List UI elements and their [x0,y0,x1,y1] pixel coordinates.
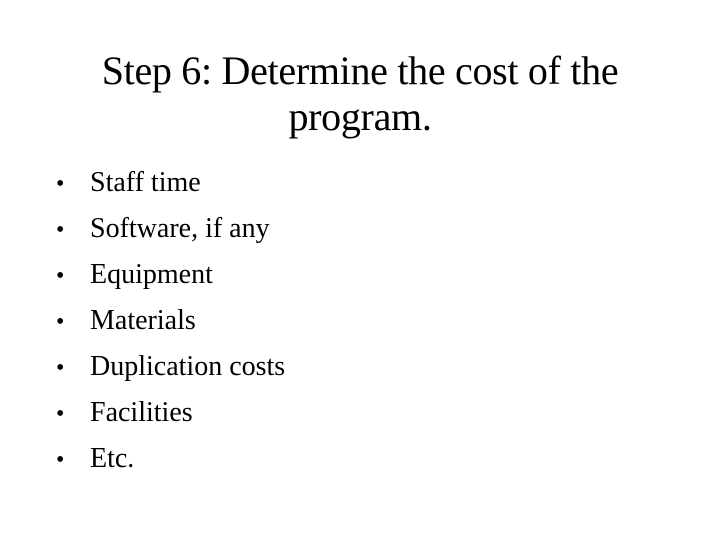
list-item [56,160,285,206]
bullet-icon: • [56,217,65,243]
list-item-text: Duplication costs [90,351,286,382]
bullet-icon: • [56,171,65,197]
bullet-icon: • [56,447,65,473]
list-item-text: Materials [90,305,196,336]
list-item [56,252,285,298]
list-item-text: Software, if any [90,213,270,244]
list-item [56,206,285,252]
list-item-text: Etc. [90,443,135,474]
list-item [56,436,285,482]
bullet-icon: • [56,263,65,289]
list-item [56,390,285,436]
bullet-icon: • [56,401,65,427]
bullet-icon: • [56,309,65,335]
list-item-text: Equipment [90,259,213,290]
slide-title: Step 6: Determine the cost of the program. [101,48,619,139]
list-item [56,298,285,344]
list-item-text: Staff time [90,167,201,198]
list-item-text: Facilities [90,397,193,428]
bullet-icon: • [56,355,65,381]
list-item [56,344,285,390]
bullet-list [56,160,285,482]
